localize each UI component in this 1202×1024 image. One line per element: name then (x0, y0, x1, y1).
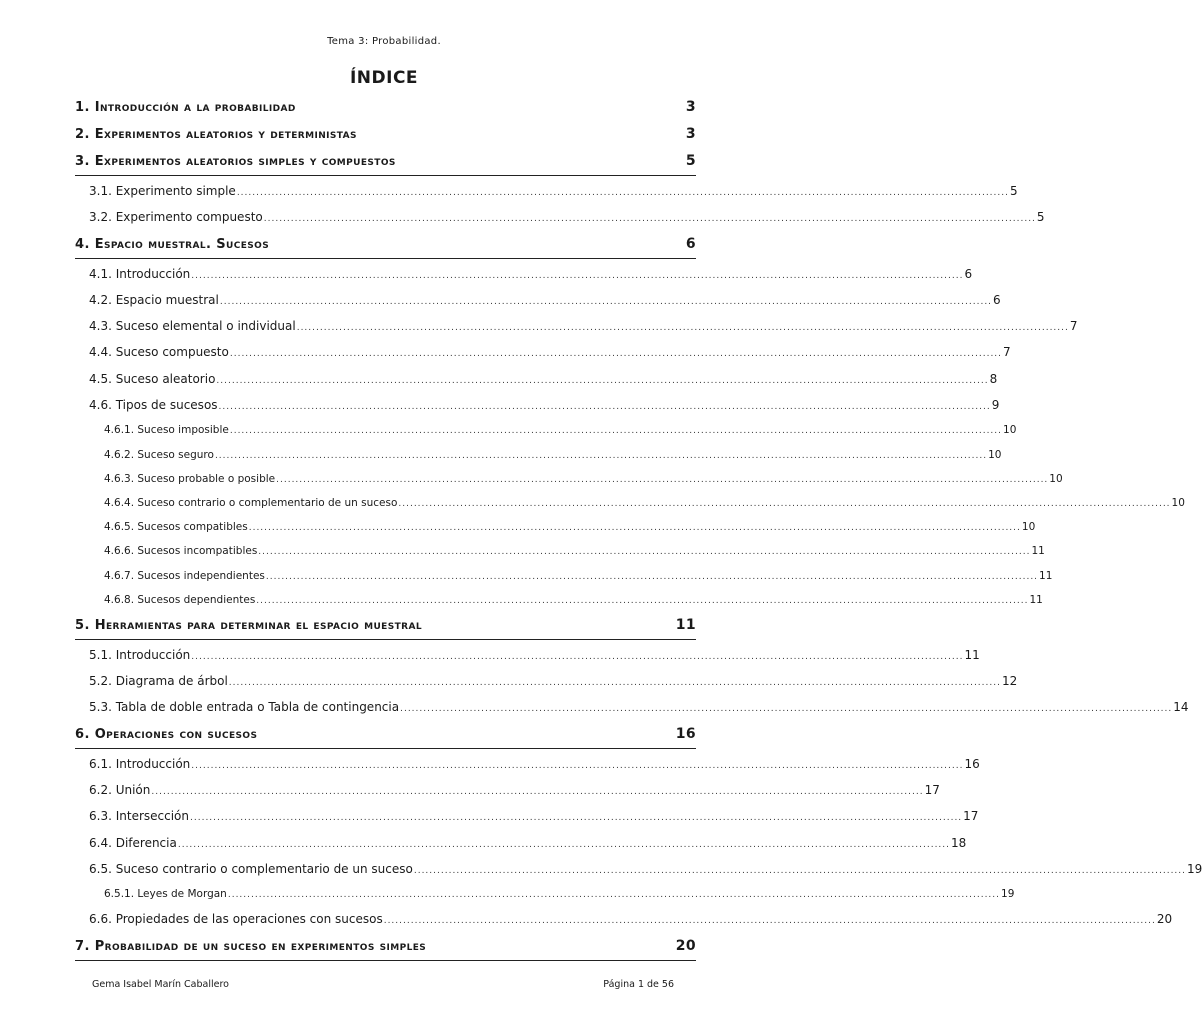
dot-leader: ........................................................................................................................................................................................................ (229, 349, 1003, 360)
dot-leader: ........................................................................................................................................................................................................ (265, 571, 1039, 582)
dot-leader: ........................................................................................................................................................................................................ (214, 450, 988, 461)
index-title: ÍNDICE (349, 68, 419, 88)
toc-entry-label: 2. Experimentos aleatorios y deterministas (75, 127, 357, 142)
toc-entry[interactable] (75, 467, 1063, 491)
toc-entry-label: 4.6.5. Sucesos compatibles (104, 521, 248, 534)
toc-entry[interactable] (75, 443, 1002, 467)
dot-leader: ........................................................................................................................................................................................................ (191, 270, 964, 281)
toc-entry[interactable] (75, 564, 1053, 588)
toc-entry[interactable] (75, 751, 980, 777)
toc-entry-label: 6. Operaciones con sucesos (75, 726, 258, 742)
toc-entry[interactable] (75, 204, 1045, 230)
toc-entry-label: 6.5.1. Leyes de Morgan (104, 888, 227, 901)
toc-entry[interactable] (75, 588, 1043, 612)
dot-leader: ........................................................................................................................................................................................................ (229, 426, 1003, 437)
toc-entry-label: 4.6.1. Suceso imposible (104, 424, 229, 437)
toc-entry-page-number: 9 (991, 398, 1000, 413)
toc-entry-label: 5.1. Introducción (89, 647, 191, 662)
toc-entry-label: 4.1. Introducción (89, 266, 191, 281)
dot-leader: ........................................................................................................................................................................................................ (383, 916, 1156, 927)
toc-entry-page-number: 7 (1069, 319, 1078, 334)
dot-leader: ........................................................................................................................................................................................................ (258, 547, 1031, 558)
toc-entry-page-number: 5 (1036, 210, 1045, 225)
toc-entry-page-number: 5 (685, 153, 696, 169)
toc-entry-label: 4.6.6. Sucesos incompatibles (104, 545, 258, 558)
toc-entry[interactable] (75, 261, 973, 287)
dot-leader: ........................................................................................................................................................................................................ (191, 651, 964, 662)
toc-entry-label: 4. Espacio muestral. Sucesos (75, 236, 270, 252)
toc-entry[interactable] (75, 668, 1018, 694)
toc-entry-label: 4.4. Suceso compuesto (89, 345, 229, 360)
toc-entry[interactable] (75, 642, 980, 668)
toc-entry-label: 6.5. Suceso contrario o complementario de un suceso (89, 861, 413, 876)
toc-entry-label: 1. Introducción a la probabilidad (75, 100, 296, 115)
dot-leader: ........................................................................................................................................................................................................ (177, 839, 951, 850)
toc-entry-page-number: 10 (1171, 496, 1185, 509)
toc-entry-label: 6.6. Propiedades de las operaciones con sucesos (89, 912, 383, 927)
toc-entry[interactable] (75, 721, 696, 749)
dot-leader: ........................................................................................................................................................................................................ (191, 760, 964, 771)
page-footer (92, 979, 674, 990)
page-header: Tema 3: Probabilidad. (327, 36, 441, 47)
toc-entry-page-number: 20 (675, 937, 696, 954)
toc-entry[interactable] (75, 882, 1015, 906)
toc-entry-label: 5.2. Diagrama de árbol (89, 674, 228, 689)
toc-entry-label: 4.3. Suceso elemental o individual (89, 319, 296, 334)
toc-entry-label: 6.1. Introducción (89, 756, 191, 771)
toc-entry-label: 6.3. Intersección (89, 809, 189, 824)
toc-entry-page-number: 17 (924, 783, 940, 798)
toc-entry[interactable] (75, 339, 1011, 365)
toc-entry-page-number: 5 (1009, 184, 1018, 198)
toc-entry-label: 5.3. Tabla de doble entrada o Tabla de contingencia (89, 700, 400, 715)
dot-leader: ........................................................................................................................................................................................................ (228, 678, 1001, 689)
dot-leader: ........................................................................................................................................................................................................ (219, 296, 993, 307)
dot-leader: ........................................................................................................................................................................................................ (216, 375, 989, 386)
toc-entry-page-number: 11 (964, 647, 980, 662)
toc-entry-page-number: 11 (1029, 593, 1043, 606)
toc-entry-page-number: 3 (685, 126, 696, 142)
toc-entry[interactable] (75, 803, 979, 829)
dot-leader: ........................................................................................................................................................................................................ (400, 704, 1173, 715)
toc-entry-page-number: 10 (988, 448, 1002, 461)
toc-entry[interactable] (75, 906, 1173, 932)
toc-entry[interactable] (75, 313, 1078, 339)
toc-entry-label: 3. Experimentos aleatorios simples y compuestos (75, 154, 396, 169)
toc-entry-label: 5. Herramientas para determinar el espacio muestral (75, 617, 422, 633)
toc-entry-label: 6.4. Diferencia (89, 835, 177, 850)
toc-entry-page-number: 10 (1003, 424, 1017, 437)
toc-entry-page-number: 16 (675, 725, 696, 742)
toc-entry-page-number: 11 (675, 616, 696, 633)
toc-entry-page-number: 20 (1156, 912, 1173, 927)
toc-entry-page-number: 10 (1049, 472, 1063, 485)
toc-entry-label: 3.1. Experimento simple (89, 184, 236, 198)
toc-entry-label: 4.6. Tipos de sucesos (89, 398, 218, 413)
toc-entry-page-number: 6 (685, 235, 696, 252)
table-of-contents (75, 94, 1202, 963)
dot-leader: ........................................................................................................................................................................................................ (151, 787, 924, 798)
dot-leader: ........................................................................................................................................................................................................ (190, 813, 963, 824)
toc-entry-label: 4.6.8. Sucesos dependientes (104, 593, 256, 606)
toc-entry[interactable] (75, 491, 1185, 515)
toc-entry[interactable] (75, 418, 1017, 442)
dot-leader: ........................................................................................................................................................................................................ (398, 498, 1171, 509)
toc-entry-page-number: 12 (1001, 674, 1018, 689)
dot-leader: ........................................................................................................................................................................................................ (227, 890, 1001, 901)
footer-author: Gema Isabel Marín Caballero (92, 979, 229, 990)
dot-leader: ........................................................................................................................................................................................................ (296, 323, 1069, 334)
dot-leader: ........................................................................................................................................................................................................ (413, 865, 1187, 876)
dot-leader: ........................................................................................................................................................................................................ (236, 188, 1009, 198)
toc-entry-label: 4.6.7. Sucesos independientes (104, 569, 265, 582)
toc-entry[interactable] (75, 777, 940, 803)
toc-entry-page-number: 11 (1031, 545, 1045, 558)
toc-entry-label: 4.6.4. Suceso contrario o complementario de un suceso (104, 496, 398, 509)
toc-entry-label: 4.5. Suceso aleatorio (89, 371, 216, 386)
toc-entry[interactable] (75, 694, 1189, 720)
toc-entry-page-number: 19 (1187, 861, 1202, 876)
toc-entry-page-number: 3 (685, 99, 696, 115)
toc-entry-page-number: 17 (963, 809, 979, 824)
toc-entry-page-number: 18 (951, 835, 967, 850)
toc-entry[interactable] (75, 515, 1036, 539)
dot-leader: ........................................................................................................................................................................................................ (218, 402, 991, 413)
toc-entry-page-number: 6 (964, 266, 973, 281)
toc-entry-label: 7. Probabilidad de un suceso en experimentos simples (75, 938, 427, 954)
toc-entry-label: 6.2. Unión (89, 783, 151, 798)
toc-entry-page-number: 11 (1039, 569, 1053, 582)
toc-entry[interactable] (75, 178, 1018, 204)
toc-entry-label: 4.2. Espacio muestral (89, 292, 219, 307)
dot-leader: ........................................................................................................................................................................................................ (276, 474, 1049, 485)
toc-entry-label: 4.6.3. Suceso probable o posible (104, 472, 276, 485)
toc-entry[interactable] (75, 856, 1202, 882)
toc-entry[interactable] (75, 366, 998, 392)
toc-entry-label: 3.2. Experimento compuesto (89, 210, 263, 225)
toc-entry[interactable] (75, 392, 1000, 418)
toc-entry-label: 4.6.2. Suceso seguro (104, 448, 214, 461)
toc-entry[interactable] (75, 121, 696, 148)
toc-entry-page-number: 16 (964, 756, 980, 771)
toc-entry-page-number: 7 (1003, 345, 1011, 360)
toc-entry[interactable] (75, 539, 1045, 563)
dot-leader: ........................................................................................................................................................................................................ (248, 523, 1021, 534)
toc-entry-page-number: 10 (1021, 521, 1036, 534)
toc-entry[interactable] (75, 612, 696, 640)
toc-entry-page-number: 14 (1173, 700, 1189, 715)
toc-entry[interactable] (75, 231, 696, 259)
toc-entry[interactable] (75, 830, 967, 856)
toc-entry[interactable] (75, 933, 696, 961)
toc-entry[interactable] (75, 94, 696, 121)
toc-entry-page-number: 19 (1001, 888, 1015, 901)
toc-entry[interactable] (75, 287, 1001, 313)
footer-page-info: Página 1 de 56 (603, 979, 674, 990)
toc-entry-page-number: 6 (993, 292, 1001, 307)
toc-entry[interactable] (75, 148, 696, 176)
dot-leader: ........................................................................................................................................................................................................ (256, 595, 1029, 606)
toc-entry-page-number: 8 (989, 371, 998, 386)
dot-leader: ........................................................................................................................................................................................................ (263, 214, 1036, 225)
